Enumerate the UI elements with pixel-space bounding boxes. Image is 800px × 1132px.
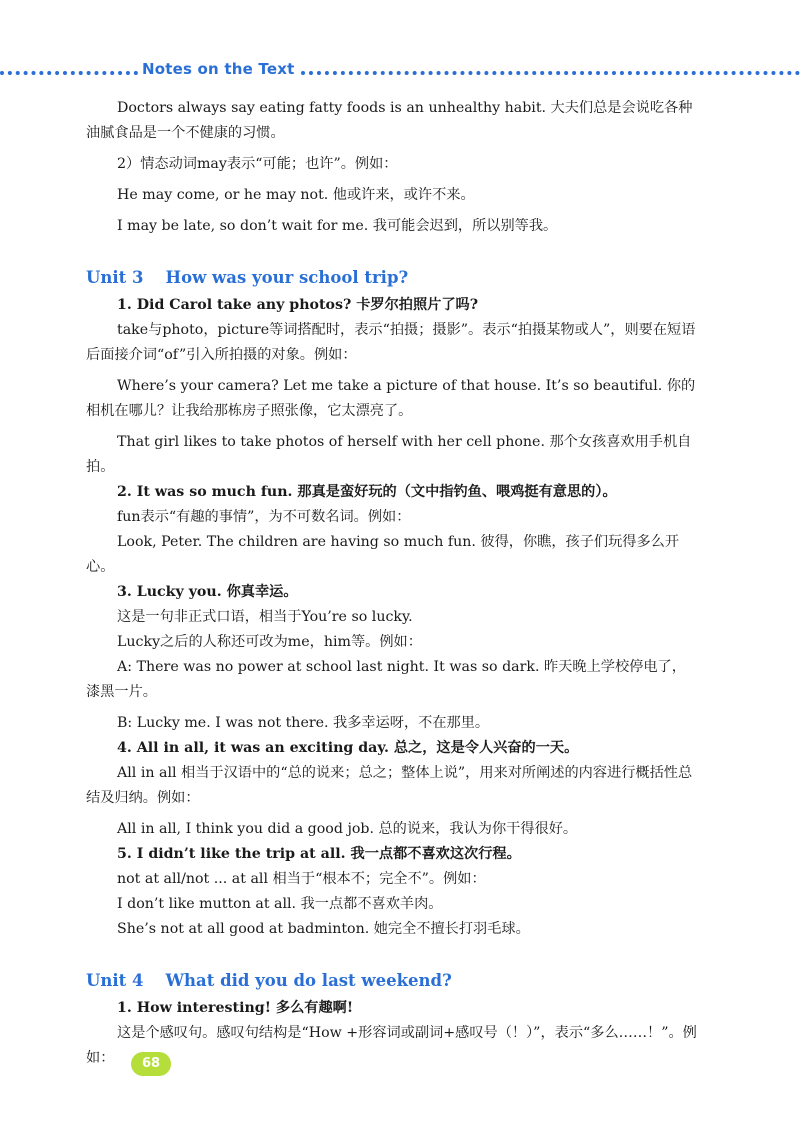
unit-3-label: Unit 3 [86, 268, 144, 287]
unit-3-title: How was your school trip? [165, 268, 409, 287]
unit4-note-1-heading: 1. How interesting! 多么有趣啊! [117, 1000, 354, 1016]
unit3-note-5-explanation: not at all/not ... at all 相当于“根本不；完全不”。例如： [117, 871, 486, 887]
unit-4-label: Unit 4 [86, 971, 144, 990]
header-dotted-line-right [301, 71, 800, 75]
unit3-note-3-example-b: B: Lucky me. I was not there. 我多幸运呀，不在那里。 [117, 715, 490, 731]
unit3-note-1-heading: 1. Did Carol take any photos? 卡罗尔拍照片了吗? [117, 297, 479, 313]
unit-4-title: What did you do last weekend? [165, 971, 452, 990]
unit3-note-4-example: All in all, I think you did a good job. 总的说来，我认为你干得很好。 [117, 821, 578, 837]
intro-example-3: I may be late, so don’t wait for me. 我可能会迟到，所以别等我。 [117, 218, 558, 234]
unit3-note-2-explanation: fun表示“有趣的事情”，为不可数名词。例如： [117, 509, 411, 525]
unit3-note-3-explanation: 这是一句非正式口语，相当于You’re so lucky. [117, 609, 413, 625]
unit3-note-1-explanation: take与photo，picture等词搭配时，表示“拍摄；摄影”。表示“拍摄某物或人”，则要在短语后面接介词“of”引入所拍摄的对象。例如： [86, 322, 696, 363]
header-dotted-line-left [0, 71, 138, 75]
unit4-note-1-explanation: 这是个感叹句。感叹句结构是“How +形容词或副词+感叹号（！）”，表示“多么……！”。例如： [86, 1025, 697, 1066]
unit3-note-5-example-2: She’s not at all good at badminton. 她完全不擅长打羽毛球。 [117, 921, 530, 937]
unit3-note-1-example-1: Where’s your camera? Let me take a picture of that house. It’s so beautiful. 你的相机在哪儿？让我给那栋房子照张像，它太漂亮了。 [86, 378, 696, 419]
unit-3-heading [86, 265, 700, 291]
unit3-note-1-example-2: That girl likes to take photos of herself with her cell phone. 那个女孩喜欢用手机自拍。 [86, 434, 692, 475]
unit3-note-5-example-1: I don’t like mutton at all. 我一点都不喜欢羊肉。 [117, 896, 443, 912]
page-header [0, 58, 800, 86]
page-content [86, 96, 700, 1071]
intro-example-1: Doctors always say eating fatty foods is an unhealthy habit. 大夫们总是会说吃各种油腻食品是一个不健康的习惯。 [86, 100, 693, 141]
unit3-note-5-heading: 5. I didn’t like the trip at all. 我一点都不喜欢这次行程。 [117, 846, 521, 862]
unit3-note-4-heading: 4. All in all, it was an exciting day. 总之，这是令人兴奋的一天。 [117, 740, 579, 756]
unit3-note-3-heading: 3. Lucky you. 你真幸运。 [117, 584, 298, 600]
intro-note-modal-may: 2）情态动词may表示“可能；也许”。例如： [117, 156, 398, 172]
unit3-note-4-explanation: All in all 相当于汉语中的“总的说来；总之；整体上说”，用来对所阐述的内容进行概括性总结及归纳。例如： [86, 765, 693, 806]
unit3-note-3-example-a: A: There was no power at school last night. It was so dark. 昨天晚上学校停电了，漆黑一片。 [86, 659, 686, 700]
intro-example-2: He may come, or he may not. 他或许来，或许不来。 [117, 187, 475, 203]
unit3-note-3-explanation-2: Lucky之后的人称还可改为me，him等。例如： [117, 634, 422, 650]
page-number: 68 [131, 1052, 171, 1076]
unit3-note-2-heading: 2. It was so much fun. 那真是蛮好玩的（文中指钓鱼、喂鸡挺有意思的）。 [117, 484, 617, 500]
unit-4-heading [86, 968, 700, 994]
header-title: Notes on the Text [142, 60, 295, 78]
unit3-note-2-example: Look, Peter. The children are having so much fun. 彼得，你瞧，孩子们玩得多么开心。 [86, 534, 680, 575]
